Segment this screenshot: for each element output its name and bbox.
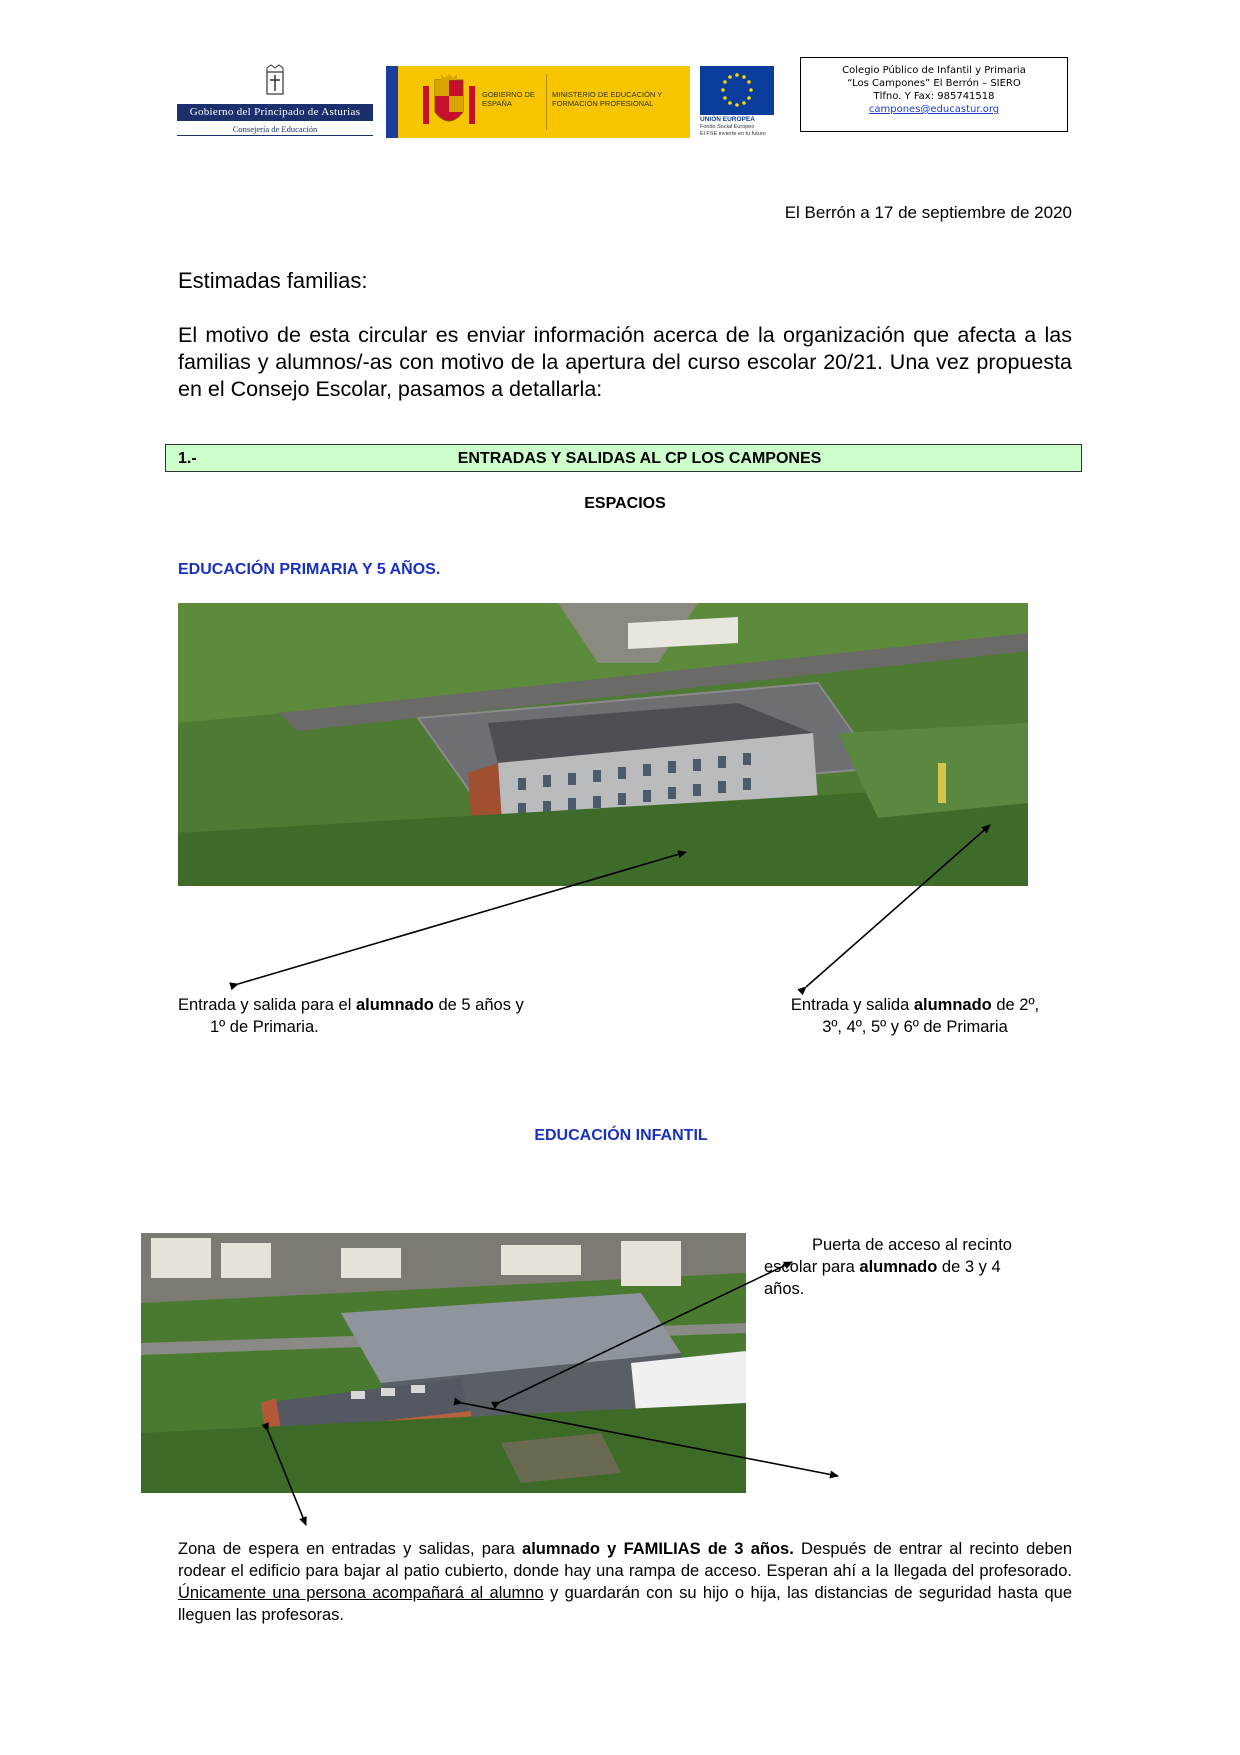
eu-logo — [698, 66, 788, 138]
asturias-government-logo — [177, 62, 373, 138]
primaria-right-caption-line1 — [760, 994, 1070, 1016]
eu-flag-icon — [700, 66, 774, 115]
caption-text: Entrada y salida para el — [178, 996, 356, 1014]
school-email-link[interactable]: campones@educastur.org — [868, 104, 1000, 115]
section-number: 1.- — [178, 450, 197, 467]
door-caption-line1: Puerta de acceso al recinto — [812, 1236, 1012, 1254]
caption-underlined: Únicamente una persona acompañará al alumno — [178, 1584, 544, 1602]
spain-logo-stripe — [386, 66, 398, 138]
primaria-heading: EDUCACIÓN PRIMARIA Y 5 AÑOS. — [178, 561, 441, 578]
section-title: ENTRADAS Y SALIDAS AL CP LOS CAMPONES — [457, 450, 822, 467]
asturias-crest-icon — [263, 64, 287, 100]
section-header-bar — [165, 444, 1082, 472]
caption-bold: alumnado — [859, 1258, 938, 1276]
eu-logo-title: UNIÓN EUROPEA — [700, 116, 755, 123]
section-subtitle: ESPACIOS — [584, 495, 666, 512]
caption-bold: alumnado — [355, 996, 434, 1014]
caption-text: Entrada y salida — [790, 996, 914, 1014]
infantil-aerial-photo — [141, 1233, 746, 1493]
caption-text: escolar para — [764, 1258, 860, 1276]
primaria-left-caption-line2: 1º de Primaria. — [210, 1018, 319, 1036]
caption-bold: alumnado — [913, 996, 992, 1014]
asturias-logo-title: Gobierno del Principado de Asturias — [177, 104, 373, 121]
door-caption-line2 — [764, 1256, 1064, 1278]
primary-photo-illustration — [178, 603, 1028, 886]
caption-text: de 3 y 4 — [937, 1258, 1001, 1276]
caption-text: Zona de espera en entradas y salidas, para — [178, 1540, 523, 1558]
spain-ministry-logo — [386, 66, 690, 138]
letter-intro: El motivo de esta circular es enviar información acerca de la organización que afecta a las familias y alumnos/-as con motivo de la apertura del curso escolar 20/21. Una vez propuesta en el Consejo Escolar, pasamos a detallarla: — [178, 323, 1072, 401]
eu-logo-motto: El FSE invierte en tu futuro — [700, 131, 766, 137]
asturias-logo-subtitle: Consejería de Educación — [177, 123, 373, 136]
caption-text: Después de entrar al recinto deben rodear el edificio para bajar al patio cubierto, donde hay una rampa de acceso. Esperan ahí a la llegada del profesorado. — [178, 1540, 1072, 1580]
caption-text: de 5 años y — [433, 996, 524, 1014]
infantil-photo-illustration — [141, 1233, 746, 1493]
caption-text: y guardarán con su hijo o hija, las distancias de seguridad hasta que lleguen las profesoras. — [178, 1584, 1072, 1624]
spain-logo-gobierno: GOBIERNO DE ESPAÑA — [482, 90, 535, 108]
school-info-box — [800, 57, 1068, 132]
letter-salutation: Estimadas familias: — [178, 268, 368, 293]
letter-date: El Berrón a 17 de septiembre de 2020 — [784, 203, 1072, 222]
primaria-left-caption-line1 — [178, 994, 598, 1016]
caption-bold: alumnado y FAMILIAS de 3 años. — [522, 1540, 794, 1558]
infantil-waiting-zone-caption — [178, 1538, 1072, 1626]
primaria-right-caption — [760, 994, 1070, 1038]
door-caption — [764, 1234, 1064, 1300]
primaria-left-caption — [178, 994, 598, 1038]
primaria-right-caption-line2: 3º, 4º, 5º y 6º de Primaria — [822, 1018, 1008, 1036]
door-caption-line3: años. — [764, 1280, 805, 1298]
school-name: Colegio Público de Infantil y Primaria — [842, 65, 1026, 76]
infantil-heading: EDUCACIÓN INFANTIL — [534, 1127, 708, 1144]
primary-school-aerial-photo — [178, 603, 1028, 886]
spain-logo-separator — [546, 74, 547, 130]
eu-logo-fund — [700, 124, 766, 138]
school-location: “Los Campones” El Berrón – SIERO — [847, 78, 1021, 89]
caption-text: de 2º, — [991, 996, 1040, 1014]
spain-coat-of-arms-icon — [419, 72, 479, 134]
eu-logo-fund-text: Fondo Social Europeo — [700, 124, 755, 130]
school-phone: Tlfno. Y Fax: 985741518 — [873, 91, 995, 102]
spain-logo-ministerio: MINISTERIO DE EDUCACIÓN Y FORMACIÓN PROFESIONAL — [552, 90, 663, 108]
